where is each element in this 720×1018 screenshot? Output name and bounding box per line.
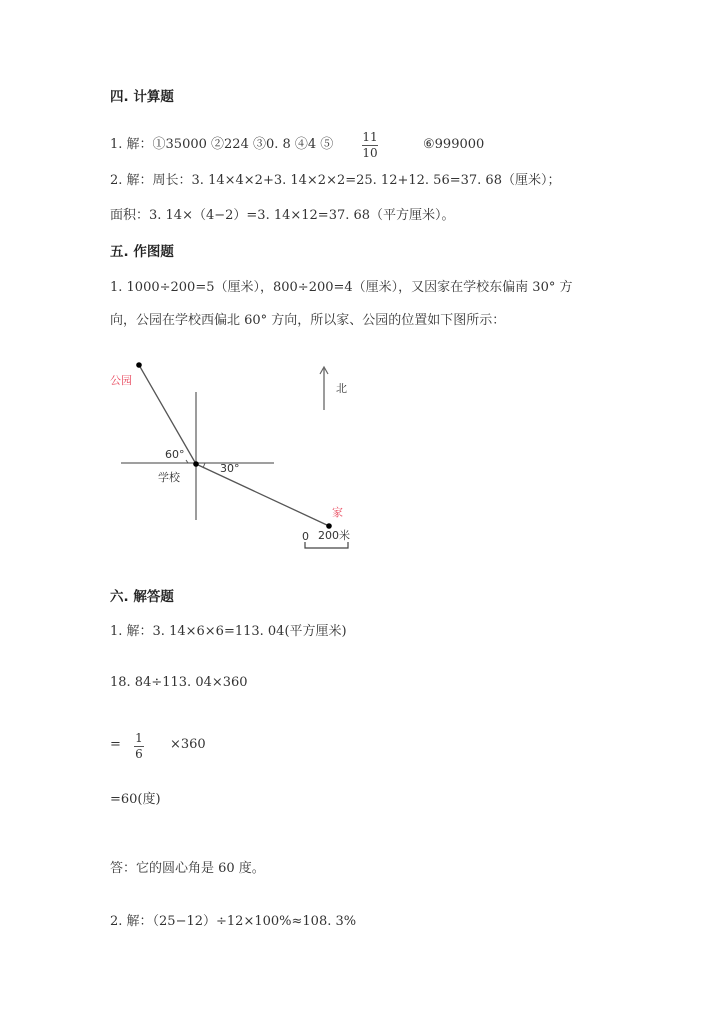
school-point: [193, 461, 199, 467]
q4-2-area: 面积：3. 14×（4−2）=3. 14×12=37. 68（平方厘米）。: [110, 208, 455, 223]
scale-zero-label: 0: [302, 530, 309, 543]
q4-1-answer-6: ⑥999000: [423, 137, 485, 152]
fraction-numerator: 1: [135, 731, 143, 745]
home-point: [326, 523, 332, 529]
q6-1-line2: 18. 84÷113. 04×360: [110, 675, 248, 690]
fraction-denominator: 10: [362, 146, 378, 160]
scale-bar: [305, 542, 348, 548]
q6-1-result: =60(度): [110, 792, 161, 807]
q5-1-line1: 1. 1000÷200=5（厘米），800÷200=4（厘米），又因家在学校东偏南 30° 方: [110, 280, 573, 295]
fraction-1-6: [134, 732, 144, 761]
school-label: 学校: [158, 471, 180, 484]
park-label: 公园: [110, 374, 132, 387]
q6-1-answer: 答：它的圆心角是 60 度。: [110, 861, 265, 876]
q6-1-equals: =: [110, 737, 121, 752]
fraction-numerator: 11: [362, 130, 378, 144]
angle-60-label: 60°: [165, 448, 185, 461]
q6-1-times360: ×360: [170, 737, 206, 752]
section-5-title: 五. 作图题: [110, 244, 174, 260]
scale-unit-label: 200米: [318, 529, 350, 542]
north-label: 北: [336, 382, 347, 395]
line-to-home: [196, 464, 329, 526]
angle-30-label: 30°: [220, 462, 240, 475]
home-label: 家: [332, 506, 343, 519]
section-6-title: 六. 解答题: [110, 589, 174, 605]
q6-1-line1: 1. 解：3. 14×6×6=113. 04(平方厘米): [110, 624, 347, 639]
q4-2-perimeter: 2. 解：周长：3. 14×4×2+3. 14×2×2=25. 12+12. 56=37. 68（厘米）；: [110, 173, 561, 188]
section-4-title: 四. 计算题: [110, 89, 174, 105]
fraction-denominator: 6: [135, 747, 143, 761]
park-point: [136, 362, 142, 368]
q6-2-line1: 2. 解：（25−12）÷12×100%≈108. 3%: [110, 914, 357, 929]
q4-1-answer: 1. 解：①35000 ②224 ③0. 8 ④4 ⑤: [110, 137, 334, 152]
q5-1-line2: 向，公园在学校西偏北 60° 方向，所以家、公园的位置如下图所示：: [110, 313, 506, 328]
